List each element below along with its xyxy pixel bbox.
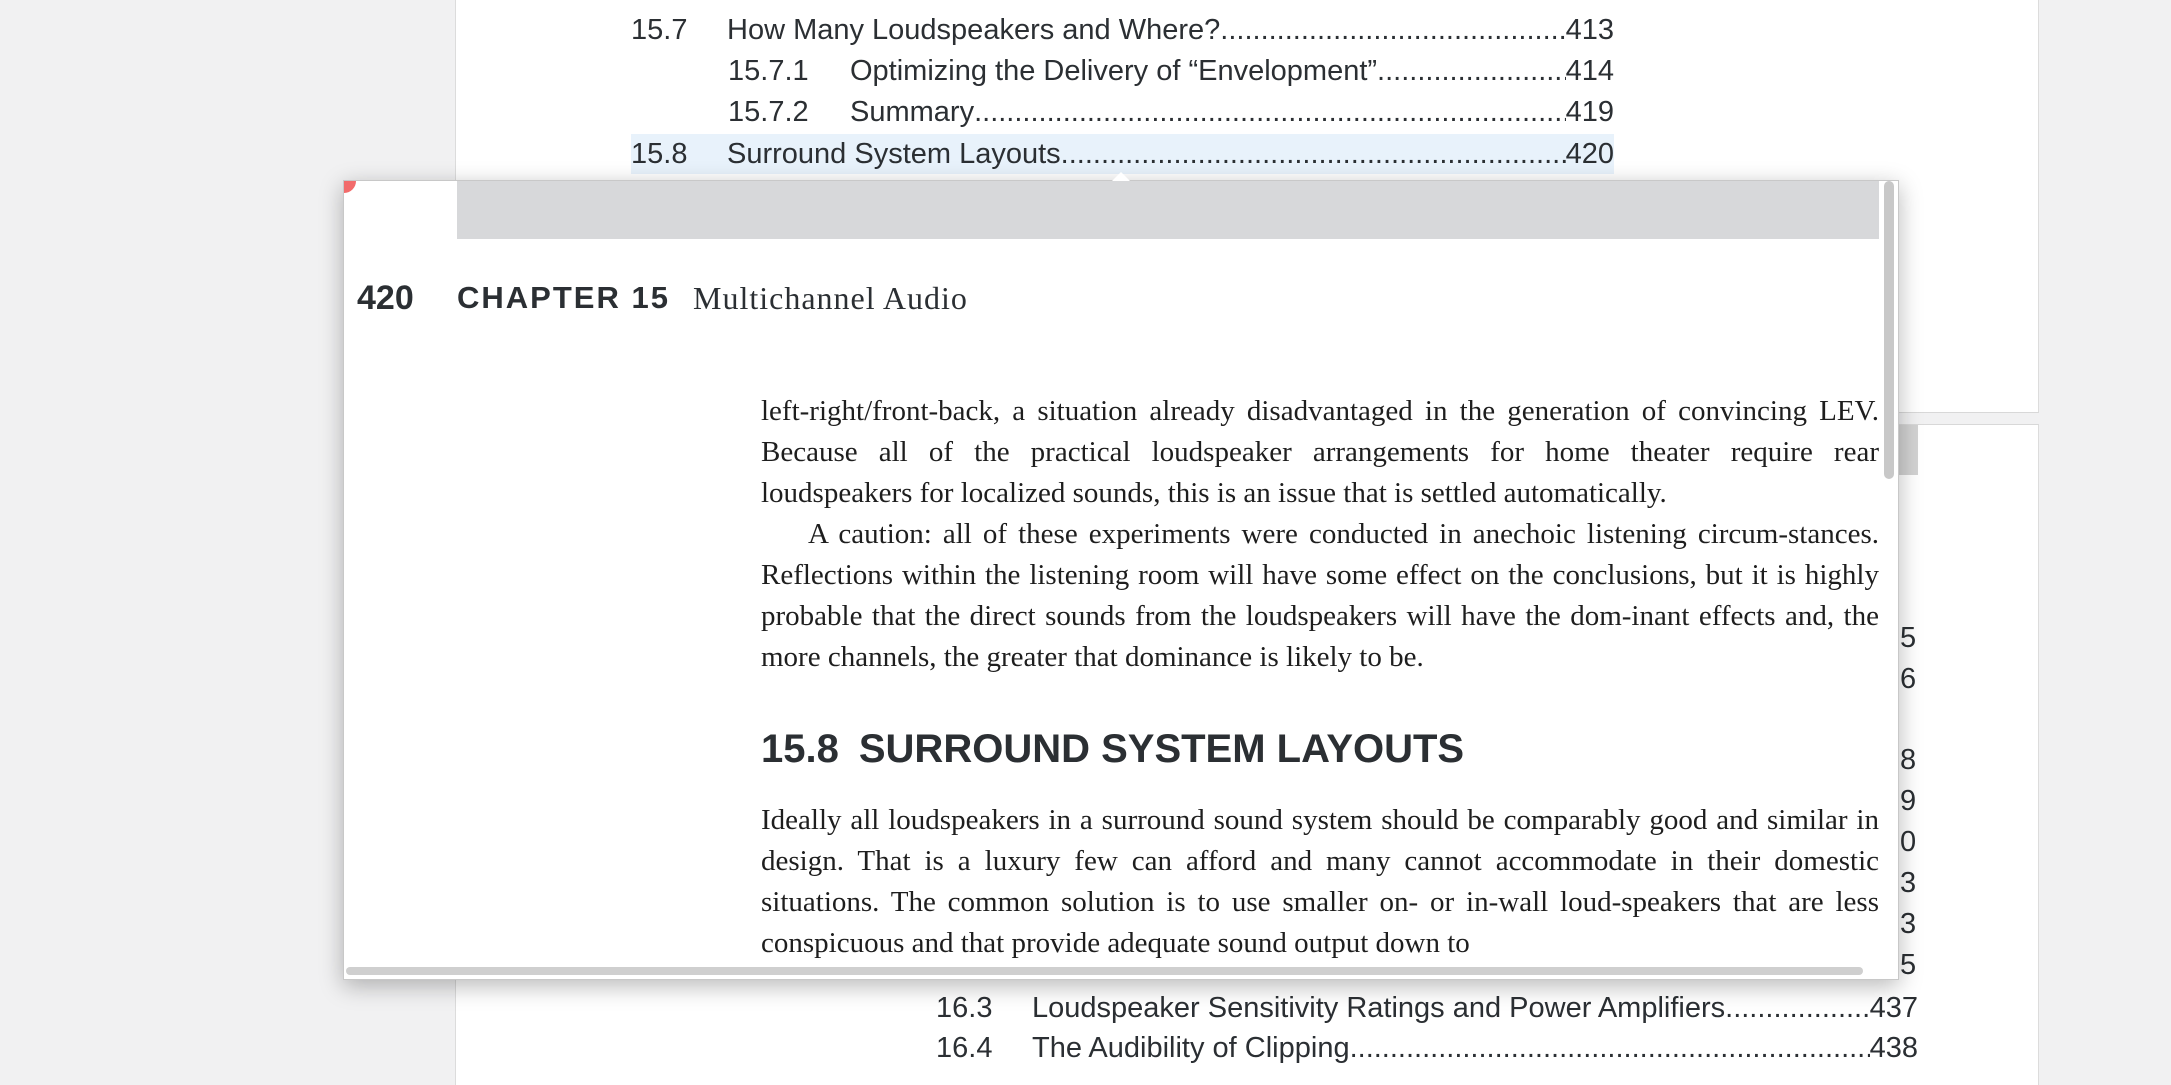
toc-entry-number: 15.7.1	[728, 55, 809, 87]
horizontal-scrollbar[interactable]	[346, 967, 1863, 975]
toc-entry-number: 16.3	[936, 992, 993, 1024]
toc-entry-page: 420	[1565, 138, 1614, 170]
toc-entry-title: Loudspeaker Sensitivity Ratings and Power Amplifiers	[1032, 992, 1726, 1024]
toc-entry-page: 413	[1565, 14, 1614, 46]
toc-entry-16-3[interactable]	[936, 988, 1918, 1028]
toc-page-fragment: 0	[1900, 826, 1917, 858]
toc-leader-dots	[1377, 51, 1566, 91]
body-paragraph	[761, 800, 1879, 964]
paragraph-text: Ideally all loudspeakers in a surround sound system should be comparably good and similar in design. That is a luxury few can afford and many cannot accommodate in their domestic situations. The common solution is to use smaller on- or in-wall loud-speakers that are less conspicuous and that provide adequate sound output down to	[761, 804, 1879, 959]
toc-page-fragment: 3	[1900, 908, 1917, 940]
toc-entry-page: 414	[1565, 55, 1614, 87]
toc-entry-page: 438	[1869, 1032, 1918, 1064]
body-paragraph	[761, 514, 1879, 678]
link-preview-popover[interactable]	[343, 180, 1899, 980]
section-heading	[761, 727, 1464, 772]
toc-entry-number: 15.7.2	[728, 96, 809, 128]
toc-page-fragment: 5	[1900, 622, 1917, 654]
toc-entry-title: Summary	[850, 96, 975, 128]
toc-leader-dots	[1725, 988, 1869, 1028]
toc-page-fragment: 5	[1900, 949, 1917, 981]
toc-entry-title: Optimizing the Delivery of “Envelopment”	[850, 55, 1378, 87]
toc-entry-15-7-2[interactable]	[728, 92, 1614, 132]
toc-entry-number: 16.4	[936, 1032, 993, 1064]
toc-leader-dots	[1061, 134, 1566, 174]
toc-page-fragment: 3	[1900, 867, 1917, 899]
chapter-title: Multichannel Audio	[693, 280, 968, 316]
toc-entry-title: Surround System Layouts	[727, 138, 1061, 170]
toc-entry-title: The Audibility of Clipping	[1032, 1032, 1350, 1064]
page-number: 420	[357, 279, 414, 317]
toc-entry-number: 15.8	[631, 138, 688, 170]
document-scrollbar-thumb[interactable]	[1898, 425, 1918, 475]
toc-entry-15-8-selected[interactable]	[631, 134, 1614, 174]
toc-entry-number: 15.7	[631, 14, 688, 46]
paragraph-text: left-right/front-back, a situation already disadvantaged in the generation of convincing LEV. Because all of the practical loudspeaker arrangements for home theater require rear loudspeakers for localized sounds, this is an issue that is settled automatically.	[761, 395, 1879, 509]
popover-arrow	[1112, 172, 1130, 181]
toc-page-fragment: 8	[1900, 744, 1917, 776]
paragraph-text: A caution: all of these experiments were conducted in anechoic listening circum-stances. Reflections within the listening room will have some effect on the conclusions, but it is highly probable that the direct sounds from the loudspeakers will have the dom-inant effects and, the more channels, the greater that dominance is likely to be.	[761, 518, 1879, 673]
toc-entry-15-7-1[interactable]	[728, 51, 1614, 91]
toc-leader-dots	[974, 92, 1566, 132]
chapter-label: CHAPTER 15	[457, 280, 670, 315]
body-paragraph	[761, 391, 1879, 514]
toc-entry-16-4[interactable]	[936, 1028, 1918, 1068]
close-icon[interactable]	[344, 181, 356, 193]
section-number: 15.8	[761, 727, 839, 771]
toc-entry-15-7[interactable]	[631, 10, 1614, 50]
section-title: SURROUND SYSTEM LAYOUTS	[858, 727, 1465, 771]
toc-page-fragment: 6	[1900, 663, 1917, 695]
toc-page-fragment: 9	[1900, 785, 1917, 817]
toc-entry-title: How Many Loudspeakers and Where?	[727, 14, 1221, 46]
preview-header-band	[457, 181, 1879, 239]
toc-leader-dots	[1220, 10, 1565, 50]
toc-leader-dots	[1350, 1028, 1870, 1068]
toc-entry-page: 419	[1565, 96, 1614, 128]
toc-entry-page: 437	[1869, 992, 1918, 1024]
vertical-scrollbar[interactable]	[1884, 181, 1894, 479]
